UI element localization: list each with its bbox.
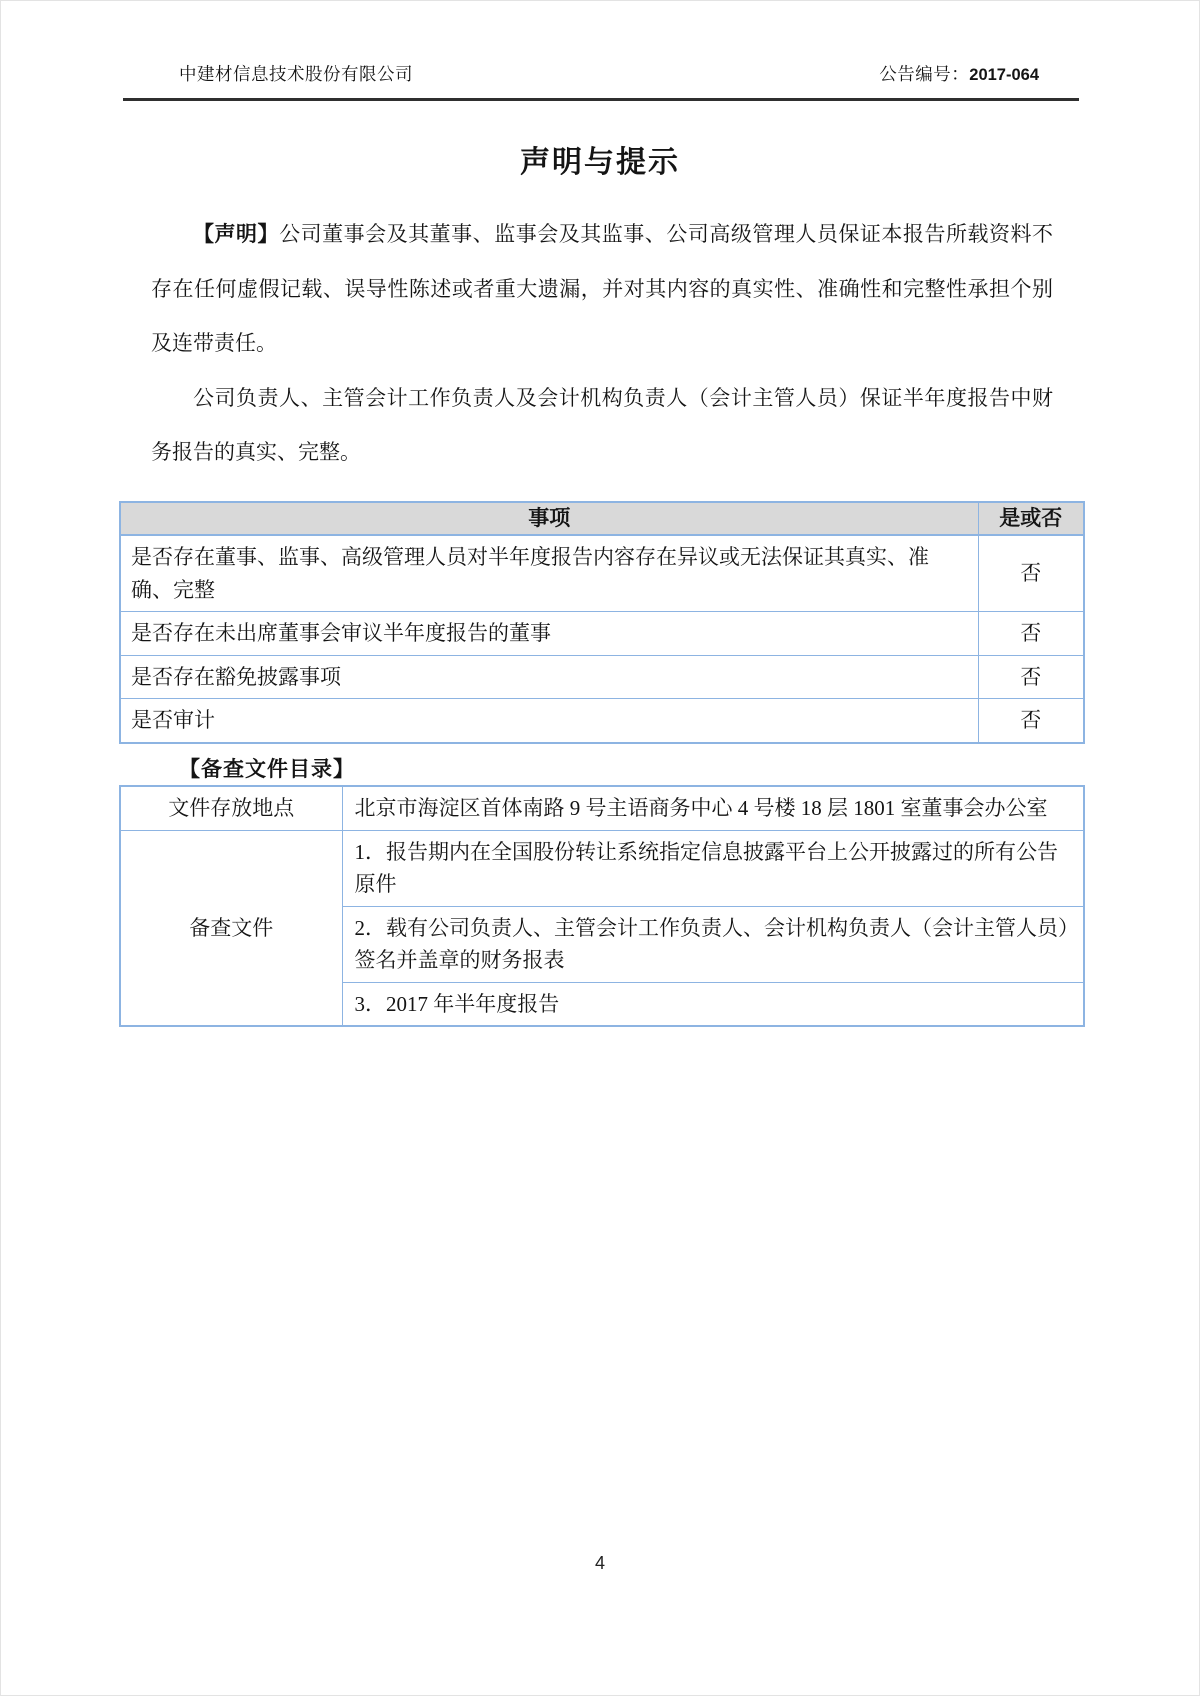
header-rule <box>123 98 1079 101</box>
table-row <box>120 699 1084 743</box>
matter-answer: 否 <box>978 655 1084 699</box>
table-row <box>120 655 1084 699</box>
page-header <box>179 61 1039 86</box>
matter-item: 是否存在董事、监事、高级管理人员对半年度报告内容存在异议或无法保证其真实、准确、完整 <box>120 535 978 612</box>
matter-answer: 否 <box>978 612 1084 656</box>
table-row <box>120 830 1084 906</box>
files-label: 备查文件 <box>120 830 342 1026</box>
matter-item: 是否存在豁免披露事项 <box>120 655 978 699</box>
page-title: 声明与提示 <box>520 146 680 179</box>
matter-answer: 否 <box>978 699 1084 743</box>
declaration-text: 公司董事会及其董事、监事会及其监事、公司高级管理人员保证本报告所载资料不存在任何虚假记载、误导性陈述或者重大遗漏，并对其内容的真实性、准确性和完整性承担个别及连带责任。 <box>151 222 1054 356</box>
announcement-no-value: 2017-064 <box>969 66 1039 84</box>
announcement-number <box>879 61 1039 86</box>
table-row <box>120 786 1084 830</box>
matter-item: 是否审计 <box>120 699 978 743</box>
table-row <box>120 612 1084 656</box>
table-row <box>120 535 1084 612</box>
documents-section-heading: 【备查文件目录】 <box>179 757 355 781</box>
matters-header-row <box>120 502 1084 535</box>
page-number: 4 <box>594 1553 605 1573</box>
matters-table <box>119 501 1085 744</box>
responsibility-paragraph: 公司负责人、主管会计工作负责人及会计机构负责人（会计主管人员）保证半年度报告中财务报告的真实、完整。 <box>151 385 1053 465</box>
company-name: 中建材信息技术股份有限公司 <box>179 64 413 84</box>
declaration-label: 【声明】 <box>193 222 280 246</box>
matters-col-item-header: 事项 <box>120 502 978 535</box>
matter-answer: 否 <box>978 535 1084 612</box>
matters-col-answer-header: 是或否 <box>978 502 1084 535</box>
file-item: 1．报告期内在全国股份转让系统指定信息披露平台上公开披露过的所有公告原件 <box>342 830 1084 906</box>
location-label: 文件存放地点 <box>120 786 342 830</box>
announcement-label: 公告编号： <box>879 64 970 84</box>
location-value: 北京市海淀区首体南路 9 号主语商务中心 4 号楼 18 层 1801 室董事会办公室 <box>342 786 1084 830</box>
matter-item: 是否存在未出席董事会审议半年度报告的董事 <box>120 612 978 656</box>
file-item: 3．2017 年半年度报告 <box>342 982 1084 1026</box>
documents-table <box>119 785 1085 1027</box>
declaration-paragraph <box>151 207 1053 371</box>
file-item: 2．载有公司负责人、主管会计工作负责人、会计机构负责人（会计主管人员）签名并盖章的财务报表 <box>342 906 1084 982</box>
declaration-content <box>151 207 1053 480</box>
